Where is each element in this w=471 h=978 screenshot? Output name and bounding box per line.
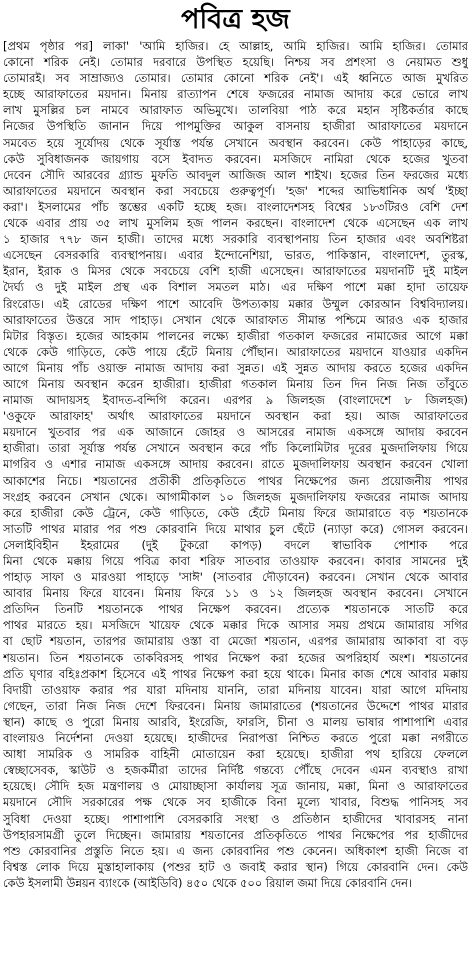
article-line: ময়দানে সৌদি সরকারের পক্ষ থেকে সব হাজীকে বিনা মূল্যে খাবার, বিশুদ্ধ পানিসহ সব [3, 795, 468, 810]
article-line: থেকে কেউ গাড়িতে, কেউ পায়ে হেঁটে মিনায় পৌঁছান। আরাফাতের ময়দানে যাওয়ার একদিন [3, 344, 468, 359]
article-line: বাংলায়ও নির্দেশনা দেওয়া হয়েছে। হাজীদের নিরাপত্তা নিশ্চিত করতে পুরো মক্কা নগরীতে [3, 731, 468, 746]
article-line: কেউ ইসলামী উন্নয়ন ব্যাংকে (আইডিবি) ৪৫০ থেকে ৫০০ রিয়াল জমা দিয়ে কোরবানি দেন। [3, 875, 413, 890]
article-line: আগে মিনায় অবস্থান করেন হাজীরা। হাজীরা গতকাল মিনায় তিন দিন নিজ নিজ তাঁবুতে [3, 376, 468, 391]
article-line: কোনো শরিক নেই। তোমার দরবারে উপস্থিত হয়েছি। নিশ্চয় সব প্রশংসা ও নেয়ামত শুধু [3, 55, 468, 70]
article-line: আরাফাতের ময়দানে অবস্থান করা সবচেয়ে গুরুত্বপূর্ণ। 'হজ' শব্দের আভিধানিক অর্থ 'ইচ্ছা [3, 183, 468, 198]
article-line: করে হাজীরা কেউ ট্রেনে, কেউ গাড়িতে, কেউ হেঁটে মিনায় ফিরে জামারাতে বড় শয়তানকে [3, 505, 468, 520]
article-line: আবার মিনায় ফিরে যাবেন। মিনায় ফিরে ১১ ও ১২ জিলহজ অবস্থান করবেন। সেখানে [3, 586, 468, 601]
article-line: সাতটি পাথর মারার পর পশু কোরবানি দিয়ে মাথার চুল ছেঁটে (ন্যাড়া করে) গোসল করবেন। [3, 521, 468, 536]
article-line: করা'। ইসলামের পাঁচ স্তম্ভের একটি হচ্ছে হজ। বাংলাদেশসহ বিশ্বের ১৮৩টিরও বেশি দেশ [3, 199, 468, 214]
article-line: লাখ মুসল্লির চল নামবে আরাফাত অভিমুখে। তালবিয়া পাঠ করে মহান সৃষ্টিকর্তার কাছে [3, 103, 468, 118]
article-headline: পবিত্র হজ [181, 4, 290, 35]
article-line: থেকে এবার প্রায় ৩৫ লাখ মুসলিম হজ পালন করছেন। বাংলাদেশ থেকে এসেছেন এক লাখ [3, 216, 468, 231]
article-line: কেউ সুবিধাজনক জায়গায় বসে ইবাদত করবেন। মসজিদে নামিরা থেকে হজের খুতবা [3, 151, 468, 166]
article-line: প্রতি ঘৃণার বহিঃপ্রকাশ হিসেবে এই পাথর নিক্ষেপ করা হয়ে থাকে। মিনার কাজ শেষে আবার মক্কায় [3, 666, 468, 681]
article-line: গেছেন, তারা নিজ নিজ দেশে ফিরবেন। মিনায় জামারাতের (শয়তানের উদ্দেশে পাথর মারার [3, 698, 468, 713]
article-line: আরাফাতের উত্তরে সাদ পাহাড়। সেখান থেকে আরাফাত সীমান্ত পশ্চিমে আরও এক হাজার [3, 312, 468, 327]
article-body [3, 38, 468, 891]
article-line: নিজের উপস্থিতি জানান দিয়ে পাপমুক্তির আকুল বাসনায় হাজীরা আরাফাতের ময়দানে [3, 119, 468, 134]
article-line: বিশ্বস্ত লোক দিয়ে মুস্তাহালাকায় (পশুর হাট ও জবাই করার স্থান) গিয়ে কোরবানি দেন। কেউ [3, 859, 468, 874]
article-line: মিটার বিস্তৃত। হজের আহকাম পালনের লক্ষ্যে হাজীরা গতকাল ফজরের নামাজের আগে মক্কা [3, 328, 468, 343]
article-line: সেলাইবিহীন ইহরামের (দুই টুকরো কাপড়) বদলে স্বাভাবিক পোশাক পরে [3, 537, 468, 552]
article-line: দেবেন সৌদি আরবের গ্র্যান্ড মুফতি আবদুল আজিজ আল শাইখ। হজের তিন ফরজের মধ্যে [3, 167, 468, 182]
article-line: ১ হাজার ৭৭৮ জন হাজী। তাদের মধ্যে সরকারি ব্যবস্থাপনায় তিন হাজার এবং অবশিষ্টরা [3, 232, 468, 247]
article-line: আকাশের নিচে। শয়তানের প্রতীকী প্রতিকৃতিতে পাথর নিক্ষেপের জন্য প্রয়োজনীয় পাথর [3, 473, 468, 488]
article-line: আধা সামরিক ও সামরিক বাহিনী মোতায়েন করা হয়েছে। হাজীরা পথ হারিয়ে ফেললে [3, 747, 468, 762]
article-line: 'ওকুফে আরাফাহ' অর্থাৎ আরাফাতের ময়দানে অবস্থান করা হয়। আজ আরাফাতের [3, 409, 468, 424]
article-line: আগে মিনায় পাঁচ ওয়াক্ত নামাজ আদায় করা সুন্নত। এই সুন্নত আদায় করতে হজের একদিন [3, 360, 468, 375]
article-line: স্থান) কাছে ও পুরো মিনায় আরবি, ইংরেজি, ফারসি, চীনা ও মালয় ভাষার পাশাপাশি এবার [3, 714, 468, 729]
article-line: প্রতিদিন তিনটি শয়তানকে পাথর নিক্ষেপ করবেন। প্রত্যেক শয়তানকে সাতটি করে [3, 602, 468, 617]
article-line: হয়েছে। সৌদি হজ মন্ত্রণালয় ও মোয়াচ্ছাসা কার্যালয় সূত্র জানায়, মক্কা, মিনা ও আরাফাতের [3, 779, 468, 794]
article-line: দৈর্ঘ্য ও দুই মাইল প্রস্থ এক বিশাল সমতল মাঠ। এর দক্ষিণ পাশে মক্কা হাদা তায়েফ [3, 280, 468, 295]
article-line: [প্রথম পৃষ্ঠার পর] লাকা' 'আমি হাজির। হে আল্লাহ, আমি হাজির। আমি হাজির। তোমার [3, 39, 468, 53]
article-line: মিনা থেকে মক্কায় গিয়ে পবিত্র কাবা শরিফ সাতবার তাওয়াফ করবেন। কাবার সামনের দুই [3, 554, 468, 568]
article-line: শয়তান। তিন শয়তানকে তাকবিরসহ পাথর নিক্ষেপ করা হজের অপরিহার্য অংশ। শয়তানের [3, 650, 468, 665]
article-line: সমবেত হয়ে সূর্যোদয় থেকে সূর্যাস্ত পর্যন্ত সেখানে অবস্থান করবেন। কেউ পাহাড়ের কাছে, [3, 135, 468, 150]
article-line: ইরান, ইরাক ও মিসর থেকে সবচেয়ে বেশি হাজী এসেছেন। আরাফাতের ময়দানটি দুই মাইল [3, 264, 468, 279]
article-line: হাজীরা। তারা সূর্যাস্ত পর্যন্ত সেখানে অবস্থান করে পাঁচ কিলোমিটার দূরের মুজদালিফায় গিয়ে [3, 441, 468, 456]
article-line: মাগরিব ও এশার নামাজ একসঙ্গে আদায় করবেন। রাতে মুজদালিফায় অবস্থান করবেন খোলা [3, 457, 468, 472]
article-line: সংগ্রহ করবেন সেখান থেকে। আগামীকাল ১০ জিলহজ মুজদালিফায় ফজরের নামাজ আদায় [3, 489, 468, 504]
article-line: পাথর মারতে হয়। মসজিদে খায়েফ থেকে মক্কার দিকে আসার সময় প্রথমে জামারায় সগির [3, 618, 468, 633]
article-line: উপহারসামগ্রী তুলে দিচ্ছেন। জামারায় শয়তানের প্রতিকৃতিতে পাথর নিক্ষেপের পর হাজীদের [3, 827, 468, 842]
article-line: বিদায়ী তাওয়াফ করার পর যারা মদিনায় যাননি, তারা মদিনায় যাবেন। যারা আগে মদিনায় [3, 682, 468, 697]
article-line: এসেছেন বেসরকারি ব্যবস্থাপনায়। এবার ইন্দোনেশিয়া, ভারত, পাকিস্তান, বাংলাদেশ, তুরস্ক, [3, 248, 468, 263]
article-line: পাহাড় সাফা ও মারওয়া পাহাড়ে 'সাঈ' (সাতবার দৌড়াবেন) করবেন। সেখান থেকে আবার [3, 570, 468, 585]
article-line: রিংরোড। এই রোডের দক্ষিণ পাশে আবেদি উপত্যকায় মক্কার উম্মুল কোরআন বিশ্ববিদ্যালয়। [3, 296, 468, 311]
article-line: নামাজ আদায়সহ ইবাদত-বন্দিগি করেন। এরপর ৯ জিলহজ (বাংলাদেশে ৮ জিলহজ) [3, 393, 468, 408]
article-line: তোমারই। সব সাম্রাজ্যও তোমার। তোমার কোনো শরিক নেই'। এই ধ্বনিতে আজ মুখরিত [3, 71, 468, 86]
article-line: হচ্ছে আরাফাতের ময়দান। মিনায় রাত্যাপন শেষে ফজরের নামাজ আদায় করে ভোরে লাখ [3, 87, 468, 102]
article-line: সুবিধা দেওয়া হচ্ছে। পাশাপাশি বেসরকারি সংস্থা ও প্রতিষ্ঠান হাজীদের খাবারসহ নানা [3, 811, 468, 826]
article-line: পশু কোরবানির প্রস্তুতি নিতে হয়। এ জন্য কোরবানির পশু কেনেন। অধিকাংশ হাজী নিজে বা [3, 843, 468, 858]
article-line: স্বেচ্ছাসেবক, স্কাউট ও হজকর্মীরা তাদের নির্দিষ্ট গন্তব্যে পৌঁছে দেবেন এমন ব্যবস্থাও রাখা [3, 763, 468, 778]
article-line: বা ছোট শয়তান, তারপর জামারায় ওস্তা বা মেজো শয়তান, এরপর জামারায় আকাবা বা বড় [3, 634, 468, 649]
article-line: ময়দানে খুতবার পর এক আজানে জোহর ও আসরের নামাজ একসঙ্গে আদায় করবেন [3, 425, 468, 440]
